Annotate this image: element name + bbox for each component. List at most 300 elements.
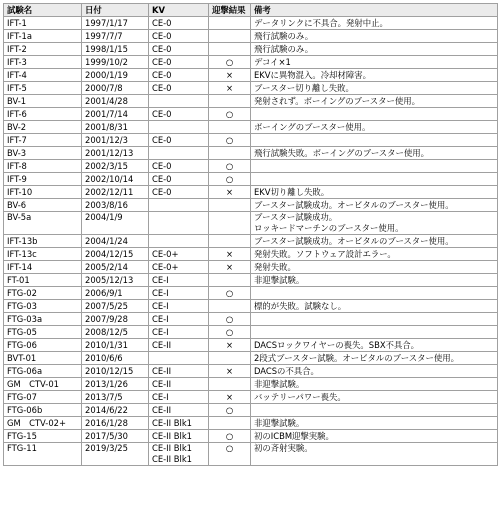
table-row — [4, 173, 498, 186]
cell-date-text: 1998/1/15 — [85, 43, 128, 54]
cell-test-name — [4, 274, 82, 287]
cell-date-text: 2001/8/31 — [85, 121, 128, 132]
table-row — [4, 417, 498, 430]
cell-remarks-text: 非迎撃試験。 — [254, 417, 305, 428]
cell-date-text: 2000/7/8 — [85, 82, 123, 93]
header-date: 日付 — [82, 4, 149, 17]
cell-kv-text: CE-II Blk1 — [152, 417, 193, 428]
table-row — [4, 391, 498, 404]
cell-remarks — [251, 17, 498, 30]
cell-test-name — [4, 95, 82, 108]
cell-date-text: 2002/10/14 — [85, 173, 134, 184]
cell-intercept-result-text: × — [225, 339, 234, 350]
cell-kv — [149, 274, 209, 287]
cell-kv — [149, 212, 209, 235]
table-row — [4, 365, 498, 378]
cell-kv — [149, 378, 209, 391]
cell-kv — [149, 95, 209, 108]
table-row — [4, 248, 498, 261]
cell-date-text: 2004/1/9 — [85, 212, 123, 222]
cell-date-text: 2004/12/15 — [85, 248, 134, 259]
cell-intercept-result-text: × — [225, 82, 234, 93]
cell-remarks — [251, 404, 498, 417]
cell-date — [82, 147, 149, 160]
cell-intercept-result-text: ○ — [225, 173, 234, 184]
cell-test-name-text: IFT-10 — [7, 186, 33, 197]
cell-remarks-text: バッテリーパワー喪失。 — [254, 391, 346, 402]
cell-date — [82, 43, 149, 56]
cell-remarks — [251, 274, 498, 287]
cell-kv-text: CE-0 — [152, 17, 172, 28]
cell-remarks — [251, 261, 498, 274]
cell-kv — [149, 313, 209, 326]
cell-intercept-result — [209, 378, 251, 391]
cell-kv — [149, 186, 209, 199]
cell-kv-text: CE-0+ — [152, 248, 179, 259]
cell-test-name-text: IFT-14 — [7, 261, 33, 272]
cell-kv — [149, 82, 209, 95]
cell-test-name-text: IFT-8 — [7, 160, 27, 171]
cell-kv — [149, 339, 209, 352]
cell-kv — [149, 199, 209, 212]
cell-test-name — [4, 17, 82, 30]
cell-intercept-result — [209, 235, 251, 248]
cell-kv — [149, 30, 209, 43]
cell-remarks — [251, 147, 498, 160]
cell-remarks — [251, 430, 498, 443]
cell-kv-text: CE-0 — [152, 43, 172, 54]
cell-date-text: 1999/10/2 — [85, 56, 128, 67]
cell-date-text: 2002/12/11 — [85, 186, 134, 197]
cell-date — [82, 173, 149, 186]
cell-date-text: 2008/12/5 — [85, 326, 128, 337]
cell-intercept-result-text: × — [225, 391, 234, 402]
cell-intercept-result — [209, 160, 251, 173]
cell-remarks — [251, 56, 498, 69]
table-row — [4, 56, 498, 69]
cell-remarks — [251, 69, 498, 82]
cell-date-text: 2016/1/28 — [85, 417, 128, 428]
cell-date — [82, 30, 149, 43]
cell-intercept-result — [209, 134, 251, 147]
cell-test-name — [4, 391, 82, 404]
cell-test-name — [4, 339, 82, 352]
cell-test-name — [4, 404, 82, 417]
cell-kv-text: CE-0 — [152, 108, 172, 119]
cell-test-name-text: FTG-07 — [7, 391, 37, 402]
cell-intercept-result — [209, 212, 251, 235]
cell-kv-text: CE-0 — [152, 186, 172, 197]
cell-remarks — [251, 313, 498, 326]
table-row — [4, 95, 498, 108]
cell-remarks-text: DACSの不具合。 — [254, 365, 319, 376]
cell-intercept-result-text: × — [225, 248, 234, 259]
cell-kv — [149, 121, 209, 134]
cell-test-name — [4, 261, 82, 274]
cell-kv-text: CE-I — [152, 274, 169, 285]
cell-remarks — [251, 443, 498, 466]
cell-remarks-text: ブースター試験成功。オービタルのブースター使用。 — [254, 235, 454, 246]
cell-date-text: 2001/12/13 — [85, 147, 134, 158]
cell-intercept-result-text: × — [225, 69, 234, 80]
cell-remarks-text: EKVに異物混入。冷却材障害。 — [254, 69, 372, 80]
cell-kv — [149, 261, 209, 274]
cell-remarks — [251, 339, 498, 352]
cell-remarks — [251, 212, 498, 235]
cell-date-text: 2004/1/24 — [85, 235, 128, 246]
cell-intercept-result — [209, 326, 251, 339]
table-row — [4, 147, 498, 160]
cell-intercept-result — [209, 261, 251, 274]
cell-date — [82, 82, 149, 95]
table-row — [4, 160, 498, 173]
cell-test-name-text: IFT-1 — [7, 17, 27, 28]
cell-remarks — [251, 365, 498, 378]
cell-date-text: 2002/3/15 — [85, 160, 128, 171]
cell-intercept-result-text: ○ — [225, 134, 234, 145]
cell-kv-text: CE-I — [152, 391, 169, 402]
cell-date — [82, 235, 149, 248]
cell-kv-text: CE-I — [152, 300, 169, 311]
cell-test-name-text: FT-01 — [7, 274, 30, 285]
cell-remarks — [251, 352, 498, 365]
cell-intercept-result-text: × — [225, 365, 234, 376]
cell-remarks — [251, 121, 498, 134]
table-row — [4, 134, 498, 147]
cell-date — [82, 417, 149, 430]
cell-test-name-text: IFT-2 — [7, 43, 27, 54]
cell-remarks-text: 初の斉射実験。 — [254, 443, 313, 453]
cell-date — [82, 108, 149, 121]
cell-test-name-text: IFT-6 — [7, 108, 27, 119]
cell-kv — [149, 443, 209, 466]
cell-kv-text: CE-II Blk1 — [152, 443, 193, 453]
cell-remarks-text: 標的が失敗。試験なし。 — [254, 300, 347, 311]
cell-kv-text: CE-I — [152, 326, 169, 337]
cell-remarks-text: 飛行試験のみ。 — [254, 30, 314, 41]
cell-date-text: 1997/1/17 — [85, 17, 128, 28]
cell-date-text: 2013/1/26 — [85, 378, 128, 389]
table-row — [4, 235, 498, 248]
cell-kv-text: CE-0 — [152, 56, 172, 67]
cell-remarks-text: 初のICBM迎撃実験。 — [254, 430, 334, 441]
cell-date — [82, 391, 149, 404]
cell-test-name-text: BV-6 — [7, 199, 27, 210]
table-row — [4, 443, 498, 466]
table-row — [4, 274, 498, 287]
cell-test-name-text: FTG-11 — [7, 443, 37, 453]
cell-intercept-result — [209, 313, 251, 326]
cell-date — [82, 300, 149, 313]
cell-intercept-result — [209, 300, 251, 313]
cell-date-text: 2005/2/14 — [85, 261, 128, 272]
cell-remarks — [251, 235, 498, 248]
cell-date — [82, 134, 149, 147]
cell-test-name-text: GM CTV-02+ — [7, 417, 66, 428]
cell-date-text: 2010/12/15 — [85, 365, 134, 376]
cell-remarks-text: DACSロックワイヤーの喪失。SBX不具合。 — [254, 339, 420, 350]
cell-intercept-result-text: ○ — [225, 326, 234, 337]
cell-intercept-result — [209, 199, 251, 212]
cell-date-text: 2010/1/31 — [85, 339, 128, 350]
cell-test-name-text: IFT-13c — [7, 248, 37, 259]
cell-intercept-result-text: ○ — [225, 313, 234, 324]
cell-date — [82, 95, 149, 108]
cell-date-text: 2001/12/3 — [85, 134, 128, 145]
cell-kv-text: CE-II — [152, 365, 172, 376]
cell-date — [82, 274, 149, 287]
cell-kv-text: CE-II — [152, 404, 172, 415]
cell-remarks — [251, 82, 498, 95]
cell-remarks-text: 飛行試験失敗。ボーイングのブースター使用。 — [254, 147, 430, 158]
table-row — [4, 313, 498, 326]
cell-remarks-text: ボーイングのブースター使用。 — [254, 121, 371, 132]
cell-remarks — [251, 108, 498, 121]
cell-intercept-result-text: ○ — [225, 404, 234, 415]
cell-test-name-text: GM CTV-01 — [7, 378, 59, 389]
cell-test-name — [4, 160, 82, 173]
cell-intercept-result-text: ○ — [225, 430, 234, 441]
cell-test-name — [4, 235, 82, 248]
cell-date-text: 2007/9/28 — [85, 313, 128, 324]
table-row — [4, 404, 498, 417]
cell-intercept-result-text: ○ — [225, 287, 234, 298]
cell-date — [82, 339, 149, 352]
cell-date — [82, 212, 149, 235]
cell-remarks — [251, 417, 498, 430]
cell-kv — [149, 69, 209, 82]
table-row — [4, 261, 498, 274]
cell-intercept-result — [209, 417, 251, 430]
cell-remarks — [251, 199, 498, 212]
cell-kv-text-line2: CE-II Blk1 — [152, 454, 193, 464]
cell-date — [82, 443, 149, 466]
cell-kv — [149, 248, 209, 261]
cell-remarks — [251, 173, 498, 186]
table-row — [4, 352, 498, 365]
cell-remarks-text: 2段式ブースター試験。オービタルのブースター使用。 — [254, 352, 459, 363]
cell-remarks — [251, 300, 498, 313]
cell-remarks-text: 発射されず。ボーイングのブースター使用。 — [254, 95, 420, 106]
cell-kv — [149, 404, 209, 417]
cell-intercept-result — [209, 339, 251, 352]
cell-test-name-text: FTG-05 — [7, 326, 37, 337]
cell-intercept-result — [209, 43, 251, 56]
cell-kv-text: CE-0 — [152, 134, 172, 145]
cell-date — [82, 248, 149, 261]
cell-test-name — [4, 365, 82, 378]
table-row — [4, 378, 498, 391]
cell-intercept-result — [209, 108, 251, 121]
cell-test-name — [4, 212, 82, 235]
cell-kv-text: CE-0 — [152, 69, 172, 80]
cell-remarks-text: データリンクに不具合。発射中止。 — [254, 17, 388, 28]
cell-date-text: 2010/6/6 — [85, 352, 123, 363]
cell-test-name — [4, 134, 82, 147]
table-row — [4, 121, 498, 134]
table-row — [4, 287, 498, 300]
cell-remarks — [251, 95, 498, 108]
cell-date-text: 2003/8/16 — [85, 199, 128, 210]
cell-test-name-text: BV-1 — [7, 95, 27, 106]
table-row — [4, 69, 498, 82]
cell-intercept-result — [209, 365, 251, 378]
cell-date-text: 2019/3/25 — [85, 443, 128, 453]
cell-kv — [149, 365, 209, 378]
cell-kv — [149, 430, 209, 443]
table-row — [4, 186, 498, 199]
cell-kv — [149, 417, 209, 430]
cell-date — [82, 199, 149, 212]
cell-test-name-text: BV-3 — [7, 147, 27, 158]
cell-test-name-text: BVT-01 — [7, 352, 37, 363]
cell-test-name — [4, 82, 82, 95]
cell-remarks-text: デコイ×1 — [254, 56, 291, 67]
cell-date — [82, 56, 149, 69]
cell-test-name-text: FTG-02 — [7, 287, 37, 298]
cell-kv — [149, 173, 209, 186]
cell-date — [82, 69, 149, 82]
cell-remarks-text-line2: ロッキードマーチンのブースター使用。 — [254, 223, 404, 233]
cell-remarks — [251, 186, 498, 199]
cell-test-name-text: FTG-15 — [7, 430, 37, 441]
header-test-name: 試験名 — [4, 4, 82, 17]
cell-kv-text: CE-0+ — [152, 261, 179, 272]
table-row — [4, 108, 498, 121]
cell-kv-text: CE-I — [152, 313, 169, 324]
cell-date-text: 2014/6/22 — [85, 404, 128, 415]
cell-remarks — [251, 326, 498, 339]
cell-date-text: 2000/1/19 — [85, 69, 128, 80]
cell-intercept-result — [209, 274, 251, 287]
cell-remarks-text: 飛行試験のみ。 — [254, 43, 314, 54]
cell-date — [82, 160, 149, 173]
table-row — [4, 430, 498, 443]
table-body — [4, 17, 498, 466]
cell-date — [82, 313, 149, 326]
cell-date — [82, 326, 149, 339]
cell-intercept-result — [209, 56, 251, 69]
table-row — [4, 300, 498, 313]
cell-intercept-result-text: × — [225, 261, 234, 272]
cell-intercept-result-text: ○ — [225, 56, 234, 67]
cell-kv — [149, 43, 209, 56]
cell-date-text: 2017/5/30 — [85, 430, 128, 441]
cell-kv — [149, 108, 209, 121]
cell-kv-text: CE-II Blk1 — [152, 430, 193, 441]
cell-remarks — [251, 43, 498, 56]
cell-intercept-result — [209, 430, 251, 443]
cell-remarks-text: ブースター試験成功。オービタルのブースター使用。 — [254, 199, 454, 210]
cell-intercept-result — [209, 443, 251, 466]
table-row — [4, 17, 498, 30]
cell-date — [82, 352, 149, 365]
cell-remarks — [251, 391, 498, 404]
cell-kv-text: CE-0 — [152, 30, 172, 41]
cell-intercept-result — [209, 30, 251, 43]
cell-remarks — [251, 378, 498, 391]
cell-intercept-result-text: ○ — [225, 108, 234, 119]
cell-date — [82, 186, 149, 199]
cell-intercept-result — [209, 248, 251, 261]
cell-kv-text: CE-I — [152, 287, 169, 298]
cell-test-name — [4, 30, 82, 43]
cell-date-text: 1997/7/7 — [85, 30, 123, 41]
cell-test-name — [4, 352, 82, 365]
cell-intercept-result — [209, 352, 251, 365]
cell-date-text: 2005/12/13 — [85, 274, 134, 285]
cell-date — [82, 378, 149, 391]
cell-intercept-result — [209, 95, 251, 108]
table-row — [4, 43, 498, 56]
cell-test-name-text: IFT-9 — [7, 173, 27, 184]
cell-test-name — [4, 378, 82, 391]
cell-test-name — [4, 121, 82, 134]
cell-test-name-text: IFT-7 — [7, 134, 27, 145]
cell-test-name — [4, 43, 82, 56]
cell-kv — [149, 17, 209, 30]
cell-kv — [149, 326, 209, 339]
test-table — [3, 3, 498, 466]
cell-intercept-result — [209, 121, 251, 134]
cell-test-name-text: IFT-1a — [7, 30, 32, 41]
cell-date — [82, 261, 149, 274]
cell-date-text: 2007/5/25 — [85, 300, 128, 311]
cell-test-name — [4, 199, 82, 212]
cell-intercept-result — [209, 147, 251, 160]
cell-test-name-text: FTG-03 — [7, 300, 37, 311]
cell-kv-text: CE-0 — [152, 173, 172, 184]
cell-kv — [149, 160, 209, 173]
cell-test-name-text: IFT-4 — [7, 69, 27, 80]
cell-remarks-text: EKV切り離し失敗。 — [254, 186, 330, 197]
cell-date — [82, 365, 149, 378]
cell-kv — [149, 235, 209, 248]
cell-date-text: 2006/9/1 — [85, 287, 123, 298]
cell-kv — [149, 391, 209, 404]
cell-intercept-result — [209, 69, 251, 82]
cell-test-name-text: IFT-13b — [7, 235, 38, 246]
cell-intercept-result-text: ○ — [225, 443, 234, 453]
cell-kv-text: CE-II — [152, 339, 172, 350]
cell-test-name — [4, 417, 82, 430]
cell-intercept-result-text: × — [225, 186, 234, 197]
cell-date — [82, 430, 149, 443]
cell-kv — [149, 134, 209, 147]
cell-test-name-text: FTG-06a — [7, 365, 43, 376]
cell-test-name — [4, 443, 82, 466]
table-row — [4, 326, 498, 339]
header-remarks: 備考 — [251, 4, 498, 17]
cell-intercept-result — [209, 17, 251, 30]
cell-test-name-text: IFT-3 — [7, 56, 27, 67]
cell-date — [82, 121, 149, 134]
cell-test-name — [4, 430, 82, 443]
table-row — [4, 199, 498, 212]
cell-remarks — [251, 248, 498, 261]
cell-test-name-text: FTG-03a — [7, 313, 43, 324]
cell-remarks-text: ブースター切り離し失敗。 — [254, 82, 354, 93]
cell-kv — [149, 56, 209, 69]
table-header-row — [4, 4, 498, 17]
cell-remarks — [251, 160, 498, 173]
header-intercept-result: 迎撃結果 — [209, 4, 251, 17]
cell-test-name-text: BV-5a — [7, 212, 32, 222]
cell-intercept-result-text: ○ — [225, 160, 234, 171]
cell-test-name-text: BV-2 — [7, 121, 27, 132]
cell-kv — [149, 300, 209, 313]
cell-remarks — [251, 134, 498, 147]
